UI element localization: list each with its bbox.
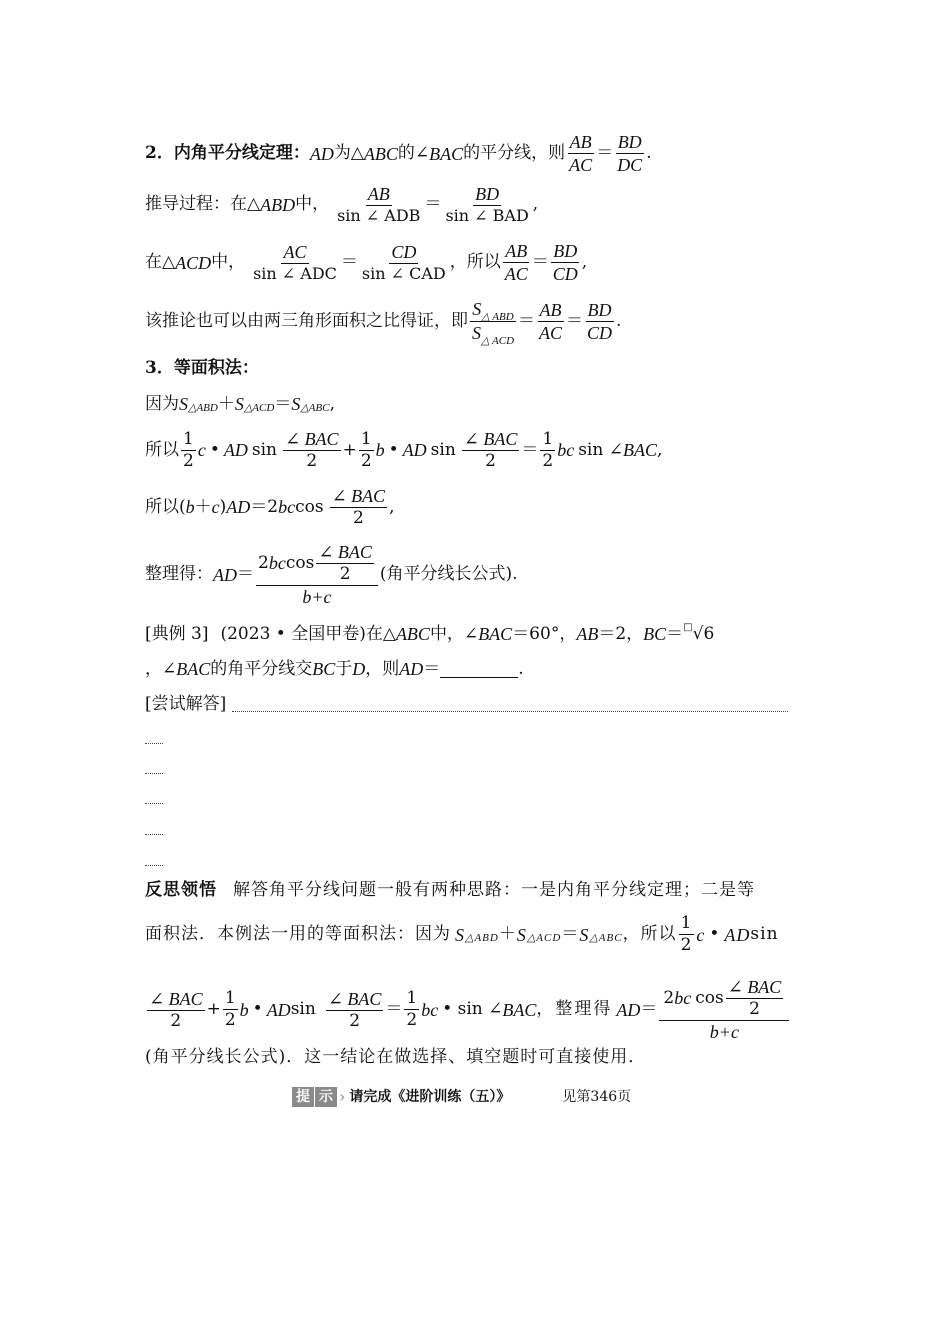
- reflection-line-3: $\frac{\text{∠ BAC}}{2}$ + $\frac{1}{2}$ b • AD sin $\frac{\text{∠ BAC}}{2}$ ＝ $\frac{1}{2}$ bc • sin ∠ BAC ，整理得 AD ＝ 2 bc cos $\frac{\text{∠ BAC}}{2}$ b+c: [145, 978, 791, 1041]
- fraction: $\frac{AB}{AC}$: [539, 300, 563, 343]
- fraction: $\frac{AB}{\text{sin ∠ ADB}}$: [337, 184, 421, 225]
- hint-bar: [292, 1087, 631, 1107]
- fraction: $\frac{BD}{CD}$: [552, 241, 578, 284]
- answer-dotted-line: [145, 834, 163, 835]
- hint-badge: 示: [315, 1087, 337, 1107]
- fraction: $\frac{CD}{\text{sin ∠ CAD}}$: [361, 242, 446, 283]
- fraction: $\frac{1}{2}$: [680, 913, 693, 955]
- section2-heading: 2．内角平分线定理：: [145, 143, 310, 163]
- derivation-line-3: 该推论也可以由两三角形面积之比得证，即 $\frac{S_{\triangle ABD}}{S_{\triangle ACD}}$ ＝ $\frac{AB}{AC}$ ＝ $\frac{BD}{CD}$ .: [145, 299, 622, 347]
- try-answer-label: [尝试解答]: [145, 694, 227, 714]
- fraction: $\frac{\text{∠ BAC}}{2}$: [463, 429, 518, 471]
- fraction: $\frac{1}{2}$: [406, 988, 418, 1030]
- fraction: $\frac{BD}{CD}$: [587, 300, 613, 343]
- angle-bisector-length-fraction: 2 bc cos $\frac{\text{∠ BAC}}{2}$ b+c: [256, 543, 378, 606]
- area-line-2: 所以 $\frac{1}{2}$ c • AD sin $\frac{\text{∠ BAC}}{2}$ + $\frac{1}{2}$ b • AD sin $\frac{\text{∠ BAC}}{2}$ ＝ $\frac{1}{2}$ bc sin ∠ BAC ,: [145, 428, 663, 471]
- fraction: $\frac{AB}{AC}$: [504, 241, 528, 284]
- fraction: $\frac{BD}{\text{sin ∠ BAD}}$: [445, 184, 529, 225]
- answer-dotted-line: [145, 865, 163, 866]
- derivation-line-1: 推导过程：在△ ABD 中， $\frac{AB}{\text{sin ∠ ADB}}$ ＝ $\frac{BD}{\text{sin ∠ BAD}}$ ,: [145, 184, 539, 225]
- area-line-4: 整理得： AD ＝ 2 bc cos $\frac{\text{∠ BAC}}{2}$ b+c (角平分线长公式).: [145, 542, 518, 607]
- section3-heading: 3．等面积法：: [145, 358, 259, 378]
- answer-dotted-line: [145, 743, 163, 744]
- chevron-right-icon: ›: [339, 1087, 346, 1106]
- reflection-line-2: 面积法．本例法一用的等面积法：因为 S △ABD ＋ S △ACD ＝ S △ABC ，所以 $\frac{1}{2}$ c • AD sin: [145, 913, 779, 955]
- fraction: $\frac{\text{∠ BAC}}{2}$: [327, 988, 382, 1031]
- theorem-line: 2．内角平分线定理： AD 为△ ABC 的∠ BAC 的平分线，则 $\frac{AB}{AC}$ ＝ $\frac{BD}{DC}$ .: [145, 132, 652, 175]
- answer-dotted-line: [145, 803, 163, 804]
- hint-text: 请完成《进阶训练（五）》: [349, 1089, 511, 1105]
- angle-bisector-length-fraction: 2 bc cos $\frac{\text{∠ BAC}}{2}$ b+c: [659, 978, 789, 1041]
- reflection-title: 反思领悟: [145, 880, 217, 900]
- fraction: $\frac{AC}{\text{sin ∠ ADC}}$: [253, 242, 337, 283]
- answer-dotted-line: [232, 711, 788, 712]
- hint-badge: 提: [292, 1087, 314, 1107]
- page-reference[interactable]: 见第346页: [562, 1089, 632, 1105]
- fraction: $\frac{1}{2}$: [183, 428, 194, 471]
- fraction: $\frac{BD}{DC}$: [617, 132, 643, 175]
- area-line-3: 所以( b ＋ c ) AD ＝2 bc cos $\frac{\text{∠ BAC}}{2}$ ,: [145, 486, 395, 528]
- fraction: $\frac{1}{2}$: [224, 988, 236, 1030]
- fraction: $\frac{AB}{AC}$: [569, 132, 593, 175]
- fraction: $\frac{1}{2}$: [542, 428, 554, 471]
- fraction: $\frac{1}{2}$: [360, 428, 372, 471]
- fraction: $\frac{S_{\triangle ABD}}{S_{\triangle ACD}}$: [472, 299, 515, 347]
- answer-dotted-line: [145, 773, 163, 774]
- reflection-line-1: 反思领悟 解答角平分线问题一般有两种思路：一是内角平分线定理；二是等: [145, 880, 755, 900]
- fraction: $\frac{\text{∠ BAC}}{2}$: [331, 486, 386, 528]
- answer-blank[interactable]: [440, 661, 518, 678]
- example-line-1: [典例 3] (2023 • 全国甲卷) 在△ ABC 中，∠ BAC ＝60°， AB ＝2， BC ＝ □ √ 6: [145, 622, 715, 644]
- fraction: $\frac{\text{∠ BAC}}{2}$: [149, 988, 203, 1031]
- reflection-line-4: (角平分线长公式)．这一结论在做选择、填空题时可直接使用．: [145, 1047, 647, 1067]
- derivation-line-2: 在△ ACD 中， $\frac{AC}{\text{sin ∠ ADC}}$ ＝ $\frac{CD}{\text{sin ∠ CAD}}$ ，所以 $\frac{AB}{AC}$ ＝ $\frac{BD}{CD}$ ,: [145, 241, 588, 284]
- fraction: $\frac{\text{∠ BAC}}{2}$: [284, 429, 339, 471]
- area-line-1: 因为 S △ABD ＋ S △ACD ＝ S △ABC ,: [145, 393, 335, 414]
- example-line-2: ，∠ BAC 的角平分线交 BC 于 D ，则 AD ＝ .: [145, 658, 524, 679]
